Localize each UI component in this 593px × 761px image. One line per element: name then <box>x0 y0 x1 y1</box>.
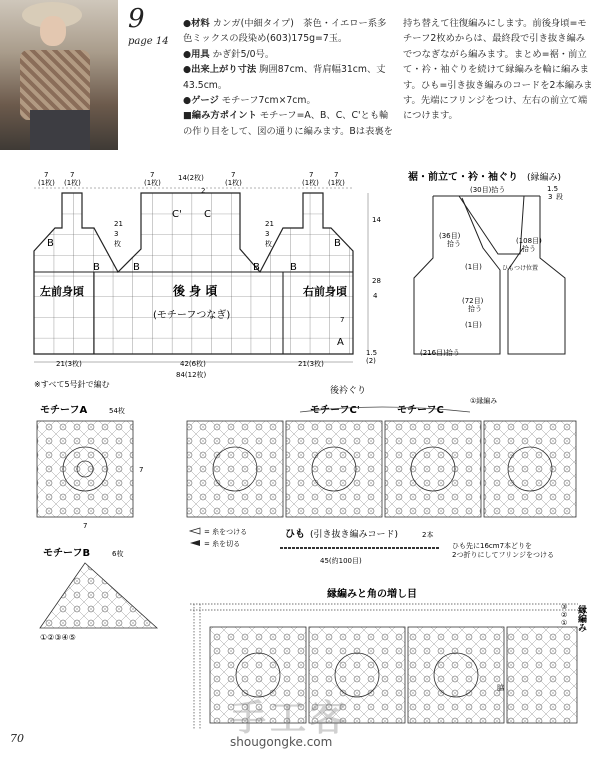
tools-title: ●用具 <box>183 48 210 60</box>
side-seam-label: 脇 <box>497 684 504 692</box>
motif-b-chart <box>40 547 157 642</box>
edging-row: ③ <box>561 603 568 611</box>
dim-label: 21 <box>114 220 123 228</box>
pick-label: (216目)拾う <box>420 349 460 357</box>
motif-c-mark: C <box>204 209 211 220</box>
motif-b-mark: B <box>93 262 100 273</box>
dim-label: 枚 <box>114 240 121 248</box>
left-front-label: 左前身頃 <box>40 285 84 298</box>
back-neck-label: 後衿ぐり <box>330 386 367 396</box>
edging-title: 縁編みと角の増し目 <box>327 589 417 600</box>
pick-label: (30目)拾う <box>470 186 506 194</box>
legend <box>190 527 247 548</box>
dim-label: 42(6枚) <box>180 360 206 368</box>
fringe-note-1: ひも先に16cm7本どりを <box>452 542 533 550</box>
motif-b-mark: B <box>253 262 260 273</box>
pick-label: (1目) <box>465 321 482 329</box>
dim-label: (2) <box>366 357 376 365</box>
material-title: ●材料 <box>183 18 210 29</box>
cord-position-label: ひもつけ位置 <box>502 265 539 272</box>
dim-label: 段 <box>556 193 563 201</box>
motif-c-title: モチーフC <box>397 405 444 416</box>
fringe-note-2: 2つ折りにしてフリンジをつける <box>452 551 554 559</box>
edging-row: ① <box>561 619 568 627</box>
dim-label: 7 <box>44 171 49 179</box>
pick-label: (108目) <box>516 237 542 245</box>
dim-label: 7 <box>231 171 236 179</box>
cord-title: ひも <box>285 529 305 540</box>
dim-label: 28 <box>372 277 381 285</box>
pick-label: (72目) <box>462 297 484 305</box>
legend-cut: = 糸を切る <box>204 540 241 548</box>
body-chart <box>34 171 381 389</box>
dim-label: 7 <box>70 171 75 179</box>
size-title: ●出来上がり寸法 <box>183 64 257 76</box>
gauge-text: モチーフ7cm×7cm。 <box>221 95 316 107</box>
cord-chart <box>280 528 554 565</box>
dim-label: (1枚) <box>144 179 161 187</box>
dim-label: 21 <box>265 220 274 228</box>
pick-label: (1目) <box>465 263 482 271</box>
dim-label: 4 <box>373 292 378 300</box>
back-sub-label: (モチーフつなぎ) <box>153 310 231 321</box>
cord-subtitle: (引き抜き編みコード) <box>310 530 399 540</box>
watermark-site: shougongke.com <box>230 735 333 749</box>
motif-c-chart <box>187 384 576 517</box>
motif-a-chart <box>37 404 143 530</box>
dim-label: 7 <box>150 171 155 179</box>
dim-label: 1.5 <box>366 349 378 357</box>
pick-label: (36目) <box>439 232 461 240</box>
dim-label: 7 <box>309 171 314 179</box>
motif-b-mark: B <box>290 262 297 273</box>
dim-label: 枚 <box>265 240 272 248</box>
notes-text: 持ち替えて往復編みにします。前後身頃=モチーフ2枚めからは、最終段で引き抜き編みでつなぎながら編みます。まとめ=裾・前立て・衿・袖ぐりを続けて縁編みを輪に編みます。ひも=引き抜き編みのコードを2本編みます。先端にフリンジをつけ、左右の前立て端につけます。 <box>403 18 593 122</box>
dim-label: 21(3枚) <box>298 360 324 368</box>
cord-count: 2本 <box>422 531 434 539</box>
points-text: モチーフ=A、B、C、C'とも輪の作り目をして、図の通りに編みます。Bは表裏を <box>183 110 393 137</box>
points-title: ■編み方ポイント <box>183 110 257 122</box>
gauge-title: ●ゲージ <box>183 95 219 107</box>
edge-chart <box>407 170 565 357</box>
motif-a-size: 7 <box>83 522 88 530</box>
dim-label: (1枚) <box>328 179 345 187</box>
motif-b-mark: B <box>334 238 341 249</box>
dim-label: 21(3枚) <box>56 360 82 368</box>
edging-row: ② <box>561 611 568 619</box>
motif-b-rows: ①②③④⑤ <box>40 633 76 642</box>
pick-label: 拾う <box>447 240 461 248</box>
edging-side-label: 縁編み <box>576 605 586 632</box>
motif-a-title: モチーフA <box>40 405 88 416</box>
material-text: カンガ(中細タイプ) 茶色・イエロー系多色ミックスの段染め(603)175g=7玉。 <box>183 18 387 45</box>
dim-label: (1枚) <box>38 179 55 187</box>
motif-b-title: モチーフB <box>43 548 91 559</box>
dim-label: 3 <box>114 230 119 238</box>
legend-attach: = 糸をつける <box>204 528 248 536</box>
dim-label: 2 <box>201 187 206 195</box>
motif-b-count: 6枚 <box>112 550 124 558</box>
dim-label: 84(12枚) <box>176 371 207 379</box>
motif-a-count: 54枚 <box>109 407 125 415</box>
dim-label: 14 <box>372 216 381 224</box>
edge-note: ①縁編み <box>470 397 498 405</box>
pick-label: 拾う <box>468 305 482 313</box>
page-reference: page 14 <box>128 36 169 47</box>
motif-a-size: 7 <box>139 466 144 474</box>
dim-label: (1枚) <box>64 179 81 187</box>
edge-chart-subtitle: (縁編み) <box>527 173 562 183</box>
dim-label: (1枚) <box>225 179 242 187</box>
motif-cp-mark: C' <box>172 209 182 220</box>
back-label: 後 身 頃 <box>173 284 218 298</box>
cord-length: 45(約100目) <box>320 557 362 565</box>
edge-chart-title: 裾・前立て・衿・袖ぐり <box>408 172 518 183</box>
pick-label: 拾う <box>522 245 536 253</box>
dim-label: 1.5 <box>547 185 559 193</box>
motif-a-mark: A <box>337 337 344 348</box>
motif-b-mark: B <box>47 238 54 249</box>
dim-label: 7 <box>340 316 345 324</box>
dim-label: 7 <box>334 171 339 179</box>
dim-label: 3 <box>548 193 553 201</box>
motif-cp-title: モチーフC' <box>310 405 360 416</box>
dim-label: (1枚) <box>302 179 319 187</box>
dim-label: 14(2枚) <box>178 174 204 182</box>
page-number: 70 <box>10 732 24 745</box>
pattern-number: 9 <box>128 4 145 34</box>
dim-label: 3 <box>265 230 270 238</box>
watermark: 手工客 <box>230 698 351 739</box>
needle-note: ※すべて5号針で編む <box>34 380 110 389</box>
size-text: 胸囲87cm、背肩幅31cm、丈43.5cm。 <box>183 64 386 91</box>
tools-text: かぎ針5/0号。 <box>212 48 275 60</box>
motif-b-mark: B <box>133 262 140 273</box>
right-front-label: 右前身頃 <box>303 285 347 298</box>
